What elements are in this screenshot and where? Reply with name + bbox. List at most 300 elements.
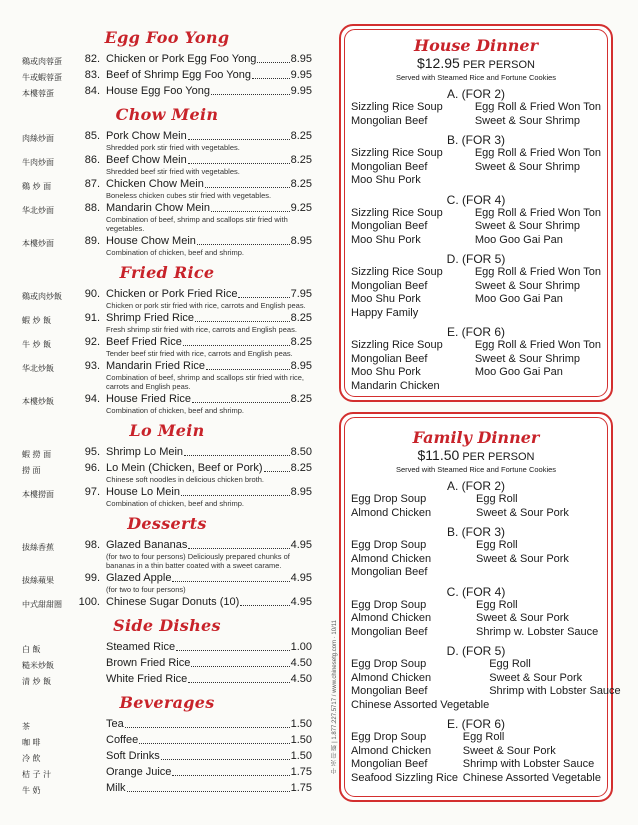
- chinese-name: 牛肉炒面: [22, 158, 54, 167]
- dot-leader: [192, 393, 290, 403]
- dot-leader: [188, 673, 289, 683]
- section-title: Chow Mein: [115, 105, 219, 124]
- option-item: Moo Shu Pork: [351, 233, 421, 246]
- item-body: [106, 734, 312, 747]
- dot-leader: [197, 235, 290, 245]
- item-description: Combination of chicken, beef and shrimp.: [106, 406, 244, 415]
- chinese-name: 蝦 撈 面: [22, 450, 52, 459]
- item-description: Chicken or pork stir fried with rice, carrots and English peas.: [106, 301, 306, 310]
- served-with: Served with Steamed Rice and Fortune Cookies: [395, 465, 557, 474]
- option-items: [351, 658, 621, 712]
- option-item: Sweet & Sour Pork: [476, 612, 569, 624]
- printer-credit: 中 英 印 刷 | 1.877.227.5717 / www.chinesetg.com · 10/11: [332, 620, 338, 774]
- item-price: 8.95: [290, 360, 312, 372]
- menu-item: [22, 462, 312, 484]
- option-item: Sizzling Rice Soup: [351, 147, 443, 159]
- menu-item: [22, 596, 312, 610]
- menu-section: [22, 616, 312, 687]
- option-item: Moo Shu Pork: [351, 293, 421, 305]
- item-body: [106, 154, 312, 176]
- option-item: Mongolian Beef: [351, 220, 428, 232]
- item-name: Chicken or Pork Egg Foo Yong: [106, 53, 257, 65]
- option-item: Moo Shu Pork: [351, 174, 421, 186]
- item-number: 90.: [84, 288, 100, 300]
- item-number: 96.: [84, 462, 100, 474]
- item-body: [106, 572, 312, 594]
- option-items: [351, 539, 601, 580]
- item-body: [106, 718, 312, 731]
- dot-leader: [188, 154, 290, 164]
- item-description: Fresh shrimp stir fried with rice, carrots and English peas.: [106, 325, 297, 334]
- item-body: [106, 53, 312, 66]
- option-items: [351, 207, 601, 248]
- menu-item: [22, 360, 312, 391]
- item-line: [106, 235, 312, 248]
- option-item: Mongolian Beef: [351, 279, 428, 292]
- item-body: [106, 446, 312, 459]
- option-items: [351, 147, 601, 188]
- menu-section: [22, 421, 312, 508]
- option-item: Sweet & Sour Pork: [476, 552, 569, 565]
- item-line: [106, 718, 312, 731]
- option-item: Mongolian Beef: [351, 352, 428, 365]
- option-item: Mandarin Chicken: [351, 379, 440, 392]
- dot-leader: [172, 766, 289, 776]
- item-price: 8.25: [290, 393, 312, 405]
- item-price: 8.25: [290, 154, 312, 166]
- section-title: Lo Mein: [129, 421, 205, 440]
- item-name: Glazed Bananas: [106, 539, 188, 551]
- item-number: 94.: [84, 393, 100, 405]
- item-body: [106, 393, 312, 415]
- option-item: Mongolian Beef: [351, 758, 428, 770]
- menu-section: [22, 105, 312, 257]
- item-line: [106, 85, 312, 98]
- option-item: [489, 699, 620, 713]
- dinner-title: House Dinner: [413, 36, 538, 55]
- item-line: [106, 486, 312, 499]
- dot-leader: [238, 288, 289, 298]
- chinese-name: 拔絲蘋果: [22, 576, 54, 585]
- dot-leader: [181, 486, 290, 496]
- option-item: Egg Roll & Fried Won Ton: [474, 266, 601, 278]
- chinese-name: 茶: [22, 722, 30, 731]
- chinese-name: 牛或蝦蓉蛋: [22, 73, 62, 82]
- option-item: Sweet & Sour Shrimp: [474, 279, 580, 292]
- left-menu-column: [22, 22, 312, 798]
- menu-item: [22, 85, 312, 99]
- menu-item: [22, 312, 312, 334]
- item-name: Mandarin Fried Rice: [106, 360, 206, 372]
- item-price: 8.25: [290, 130, 312, 142]
- chinese-name: 撈 面: [22, 466, 41, 475]
- chinese-name: 鷄或肉炒飯: [22, 292, 62, 301]
- option-item: Sweet & Sour Shrimp: [474, 160, 580, 173]
- dinner-price: [351, 55, 601, 71]
- option-item: Egg Drop Soup: [351, 658, 427, 670]
- item-description: Tender beef stir fried with rice, carrots and English peas.: [106, 349, 293, 358]
- item-name: Orange Juice: [106, 766, 172, 778]
- option-heading: C. (FOR 4): [446, 192, 506, 207]
- dot-leader: [264, 462, 290, 472]
- menu-item: [22, 288, 312, 310]
- item-name: Chicken Chow Mein: [106, 178, 204, 190]
- option-heading: E. (FOR 6): [446, 325, 505, 339]
- chinese-name: 牛 奶: [22, 786, 41, 795]
- option-item: Almond Chicken: [351, 552, 432, 565]
- item-description: Shredded beef stir fried with vegetables.: [106, 167, 240, 176]
- item-price: 1.50: [290, 750, 312, 762]
- option-item: [475, 174, 601, 188]
- dot-leader: [176, 641, 289, 651]
- option-items: [351, 599, 601, 640]
- item-name: Soft Drinks: [106, 750, 160, 762]
- option-heading: E. (FOR 6): [446, 717, 505, 731]
- menu-section: [22, 263, 312, 415]
- option-item: Sizzling Rice Soup: [351, 206, 443, 219]
- menu-item: [22, 657, 312, 671]
- option-item: Egg Roll: [476, 539, 518, 551]
- dot-leader: [252, 69, 290, 79]
- item-price: 1.75: [290, 766, 312, 778]
- option-items: [351, 731, 601, 785]
- item-body: [106, 641, 312, 654]
- item-line: [106, 53, 312, 66]
- item-price: 4.95: [290, 572, 312, 584]
- option-items: [351, 339, 601, 393]
- item-line: [106, 446, 312, 459]
- item-body: [106, 539, 312, 570]
- option-heading: B. (FOR 3): [446, 525, 505, 539]
- dot-leader: [188, 130, 290, 140]
- option-item: Moo Goo Gai Pan: [474, 366, 563, 378]
- item-number: 84.: [84, 85, 100, 97]
- price-unit: PER PERSON: [462, 59, 536, 71]
- item-price: 8.25: [290, 178, 312, 190]
- option-item: Almond Chicken: [351, 612, 432, 624]
- item-body: [106, 130, 312, 152]
- option-item: Egg Drop Soup: [351, 493, 427, 505]
- item-name: House Egg Foo Yong: [106, 85, 210, 97]
- option-item: Chinese Assorted Vegetable: [462, 771, 601, 784]
- chinese-name: 糙米炒飯: [22, 661, 54, 670]
- option-item: Sweet & Sour Shrimp: [474, 220, 580, 232]
- dinner-price: [351, 447, 601, 463]
- item-price: 8.25: [290, 462, 312, 474]
- item-line: [106, 657, 312, 670]
- chinese-name: 华北炒面: [22, 206, 54, 215]
- item-number: 98.: [84, 539, 100, 551]
- item-body: [106, 178, 312, 200]
- option-item: Shrimp with Lobster Sauce: [489, 685, 621, 697]
- item-line: [106, 69, 312, 82]
- option-items: [351, 266, 601, 320]
- item-name: Brown Fried Rice: [106, 657, 191, 669]
- menu-section: [22, 693, 312, 796]
- item-line: [106, 766, 312, 779]
- chinese-name: 白 飯: [22, 645, 41, 654]
- dot-leader: [188, 539, 289, 549]
- item-price: 4.50: [290, 673, 312, 685]
- item-name: Shrimp Lo Mein: [106, 446, 184, 458]
- item-body: [106, 85, 312, 98]
- dot-leader: [240, 596, 289, 606]
- menu-item: [22, 393, 312, 415]
- item-number: 82.: [84, 53, 100, 65]
- option-item: Sweet & Sour Shrimp: [474, 114, 580, 127]
- option-item: Almond Chicken: [351, 744, 432, 757]
- item-number: 83.: [84, 69, 100, 81]
- item-name: Chicken or Pork Fried Rice: [106, 288, 238, 300]
- dot-leader: [205, 178, 290, 188]
- item-line: [106, 202, 312, 215]
- price-unit: PER PERSON: [462, 451, 535, 463]
- item-body: [106, 312, 312, 334]
- option-item: Egg Drop Soup: [351, 539, 427, 551]
- option-item: Sizzling Rice Soup: [351, 339, 443, 351]
- option-item: [476, 566, 601, 580]
- menu-item: [22, 53, 312, 67]
- menu-item: [22, 202, 312, 233]
- dot-leader: [172, 572, 289, 582]
- option-items: [351, 101, 601, 128]
- menu-item: [22, 572, 312, 594]
- menu-item: [22, 235, 312, 257]
- item-price: 7.95: [290, 288, 312, 300]
- menu-item: [22, 673, 312, 687]
- item-body: [106, 596, 312, 609]
- menu-item: [22, 69, 312, 83]
- option-item: Sweet & Sour Shrimp: [474, 352, 580, 365]
- item-line: [106, 336, 312, 349]
- item-number: 89.: [84, 235, 100, 247]
- dot-leader: [139, 734, 289, 744]
- item-body: [106, 766, 312, 779]
- item-name: Milk: [106, 782, 126, 794]
- item-line: [106, 130, 312, 143]
- item-description: Combination of beef, shrimp and scallops stir fried with rice, carrots and English peas.: [106, 373, 305, 391]
- option-item: Egg Roll & Fried Won Ton: [474, 339, 601, 351]
- item-number: 87.: [84, 178, 100, 190]
- option-item: Happy Family: [351, 306, 419, 319]
- menu-item: [22, 154, 312, 176]
- option-item: Egg Roll: [462, 731, 505, 743]
- served-with: Served with Steamed Rice and Fortune Cookies: [395, 73, 557, 82]
- item-name: Shrimp Fried Rice: [106, 312, 195, 324]
- item-price: 9.25: [290, 202, 312, 214]
- item-description: Shredded pork stir fried with vegetables.: [106, 143, 240, 152]
- dot-leader: [206, 360, 290, 370]
- menu-item: [22, 782, 312, 796]
- menu-item: [22, 130, 312, 152]
- item-line: [106, 178, 312, 191]
- option-item: Egg Roll: [476, 598, 518, 611]
- item-description: Combination of beef, shrimp and scallops stir fried with vegetables.: [106, 215, 288, 233]
- house-dinner-box: [339, 24, 613, 402]
- menu-item: [22, 178, 312, 200]
- item-name: Beef Chow Mein: [106, 154, 187, 166]
- item-line: [106, 312, 312, 325]
- option-heading: D. (FOR 5): [446, 252, 506, 266]
- menu-item: [22, 336, 312, 358]
- item-name: Tea: [106, 718, 124, 730]
- menu-item: [22, 718, 312, 732]
- option-item: Mongolian Beef: [351, 685, 428, 697]
- option-item: [475, 307, 601, 321]
- option-item: Egg Roll & Fried Won Ton: [474, 147, 601, 159]
- item-body: [106, 486, 312, 508]
- item-line: [106, 596, 312, 609]
- option-item: Chinese Assorted Vegetable: [351, 698, 490, 711]
- dot-leader: [257, 53, 289, 63]
- option-item: Sweet & Sour Pork: [489, 671, 583, 684]
- menu-item: [22, 539, 312, 570]
- item-price: 1.50: [290, 734, 312, 746]
- item-price: 1.75: [290, 782, 312, 794]
- option-heading: C. (FOR 4): [446, 584, 506, 599]
- chinese-name: 本樓炒面: [22, 239, 54, 248]
- option-item: Mongolian Beef: [351, 566, 428, 578]
- item-body: [106, 235, 312, 257]
- chinese-name: 本樓炒飯: [22, 397, 54, 406]
- item-line: [106, 539, 312, 552]
- chinese-name: 冷 飲: [22, 754, 41, 763]
- price-amount: $11.50: [417, 447, 460, 463]
- item-body: [106, 202, 312, 233]
- item-body: [106, 336, 312, 358]
- dot-leader: [211, 85, 290, 95]
- item-price: 9.95: [290, 69, 312, 81]
- chinese-name: 鷄或肉蓉蛋: [22, 57, 62, 66]
- item-name: Glazed Apple: [106, 572, 172, 584]
- chinese-name: 中式甜甜圈: [22, 600, 62, 609]
- item-body: [106, 69, 312, 82]
- item-price: 9.95: [290, 85, 312, 97]
- item-line: [106, 572, 312, 585]
- item-price: 8.25: [290, 312, 312, 324]
- option-item: Egg Drop Soup: [351, 731, 427, 743]
- option-heading: A. (FOR 2): [446, 479, 505, 493]
- dot-leader: [127, 782, 290, 792]
- item-number: 92.: [84, 336, 100, 348]
- option-item: Almond Chicken: [351, 671, 432, 684]
- item-name: House Chow Mein: [106, 235, 196, 247]
- item-line: [106, 782, 312, 795]
- option-heading: B. (FOR 3): [446, 133, 505, 147]
- item-line: [106, 673, 312, 686]
- item-description: Combination of chicken, beef and shrimp.: [106, 248, 244, 257]
- item-price: 4.95: [290, 539, 312, 551]
- dot-leader: [125, 718, 290, 728]
- chinese-name: 华北炒飯: [22, 364, 54, 373]
- item-price: 4.50: [290, 657, 312, 669]
- item-body: [106, 673, 312, 686]
- option-item: [475, 380, 601, 394]
- item-line: [106, 360, 312, 373]
- chinese-name: 桔 子 汁: [22, 770, 52, 779]
- option-item: Egg Roll: [476, 493, 518, 505]
- chinese-name: 咖 啡: [22, 738, 41, 747]
- menu-item: [22, 750, 312, 764]
- dot-leader: [184, 446, 290, 456]
- option-heading: D. (FOR 5): [446, 644, 506, 658]
- section-title: Beverages: [119, 693, 215, 712]
- item-price: 8.95: [290, 53, 312, 65]
- chinese-name: 肉絲炒面: [22, 134, 54, 143]
- item-name: Chinese Sugar Donuts (10): [106, 596, 240, 608]
- option-item: Moo Goo Gai Pan: [474, 233, 563, 246]
- option-item: Shrimp w. Lobster Sauce: [476, 625, 599, 638]
- option-item: Mongolian Beef: [351, 160, 428, 173]
- item-number: 95.: [84, 446, 100, 458]
- price-amount: $12.95: [416, 55, 460, 71]
- item-description: Combination of chicken, beef and shrimp.: [106, 499, 244, 508]
- menu-item: [22, 766, 312, 780]
- item-name: Mandarin Chow Mein: [106, 202, 210, 214]
- item-name: Beef of Shrimp Egg Foo Yong: [106, 69, 251, 81]
- item-name: Pork Chow Mein: [106, 130, 187, 142]
- item-body: [106, 657, 312, 670]
- item-description: (for two to four persons): [106, 585, 186, 594]
- item-name: Lo Mein (Chicken, Beef or Pork): [106, 462, 263, 474]
- item-number: 93.: [84, 360, 100, 372]
- option-item: Mongolian Beef: [351, 625, 428, 638]
- dot-leader: [195, 312, 290, 322]
- item-body: [106, 462, 312, 484]
- section-title: Fried Rice: [119, 263, 215, 282]
- item-body: [106, 782, 312, 795]
- menu-item: [22, 641, 312, 655]
- item-price: 8.25: [290, 336, 312, 348]
- option-item: Mongolian Beef: [351, 114, 428, 127]
- item-price: 8.95: [290, 235, 312, 247]
- option-item: Egg Roll & Fried Won Ton: [474, 101, 601, 113]
- item-price: 1.50: [290, 718, 312, 730]
- dinner-title: Family Dinner: [412, 428, 540, 447]
- option-item: Sweet & Sour Pork: [476, 506, 569, 519]
- item-price: 1.00: [290, 641, 312, 653]
- item-price: 4.95: [290, 596, 312, 608]
- item-name: Beef Fried Rice: [106, 336, 182, 348]
- item-price: 8.95: [290, 486, 312, 498]
- option-item: Seafood Sizzling Rice: [351, 771, 459, 784]
- item-name: House Lo Mein: [106, 486, 180, 498]
- item-number: 99.: [84, 572, 100, 584]
- item-body: [106, 360, 312, 391]
- chinese-name: 清 炒 飯: [22, 677, 52, 686]
- item-body: [106, 750, 312, 763]
- menu-section: [22, 514, 312, 610]
- item-description: Boneless chicken cubes stir fried with vegetables.: [106, 191, 272, 200]
- chinese-name: 本樓撈面: [22, 490, 54, 499]
- option-heading: A. (FOR 2): [446, 87, 505, 101]
- menu-item: [22, 446, 312, 460]
- item-line: [106, 393, 312, 406]
- section-title: Desserts: [127, 514, 207, 533]
- item-name: House Fried Rice: [106, 393, 191, 405]
- option-item: Sizzling Rice Soup: [351, 266, 443, 278]
- item-number: 88.: [84, 202, 100, 214]
- item-line: [106, 641, 312, 654]
- item-line: [106, 154, 312, 167]
- item-number: 100.: [78, 596, 100, 608]
- option-item: Egg Roll: [489, 658, 531, 670]
- item-description: Chinese soft noodles in delicious chicken broth.: [106, 475, 265, 484]
- chinese-name: 拔絲香蕉: [22, 543, 54, 552]
- option-item: Sizzling Rice Soup: [351, 101, 443, 113]
- dot-leader: [211, 202, 290, 212]
- menu-item: [22, 734, 312, 748]
